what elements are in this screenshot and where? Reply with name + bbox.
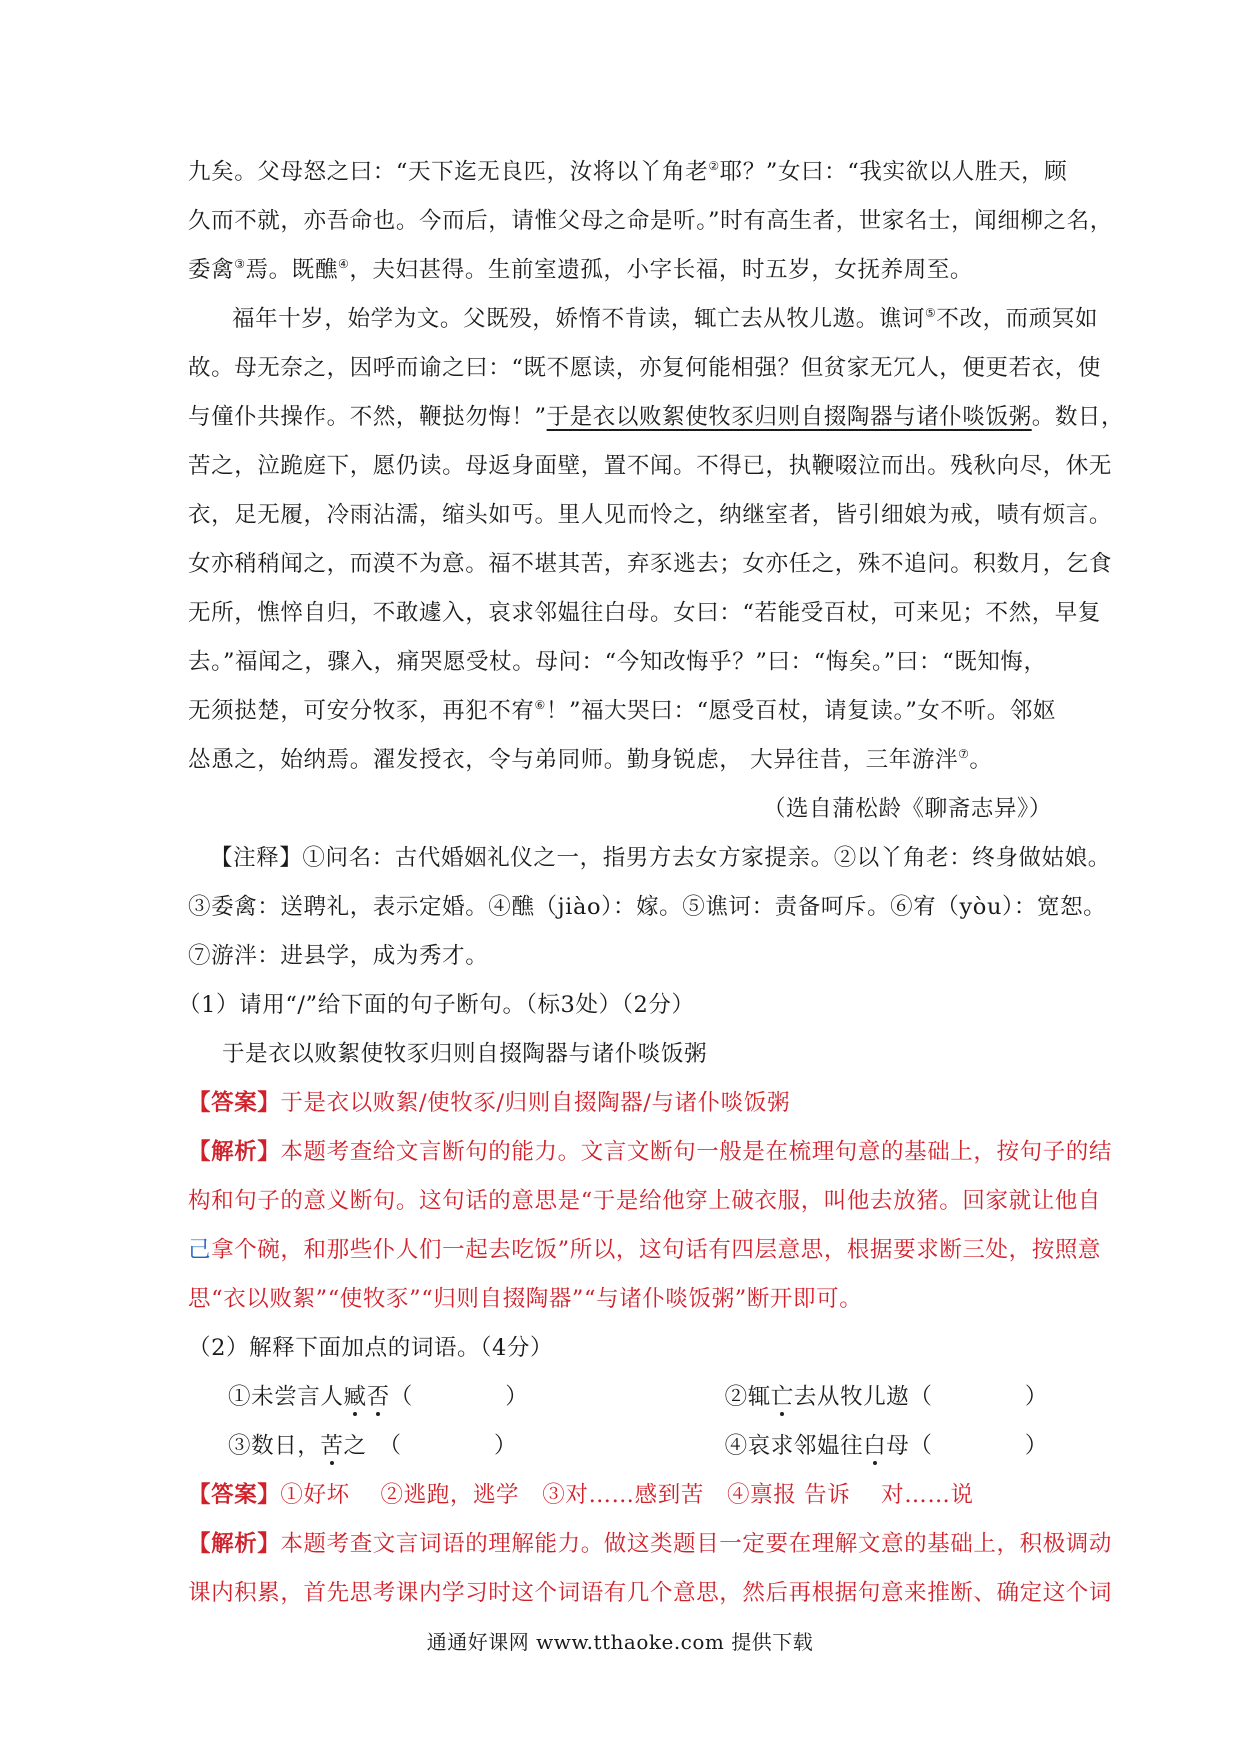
page-footer bbox=[0, 1626, 1240, 1655]
footer-site-name: 通通好课网 bbox=[426, 1630, 530, 1654]
notes-line: ⑦游泮：进县学，成为秀才。 bbox=[188, 943, 489, 969]
passage-line bbox=[188, 393, 1125, 442]
question-2-row bbox=[188, 1422, 1058, 1471]
answer-blank: （ ） bbox=[389, 1384, 529, 1410]
question-1-analysis bbox=[188, 1128, 1113, 1177]
question-1-sentence: 于是衣以败絮使牧豕归则自掇陶器与诸仆啖饭粥 bbox=[222, 1041, 708, 1067]
text-span: ②辄 bbox=[724, 1384, 771, 1410]
text-span: 去从牧儿遨（ ） bbox=[793, 1384, 1048, 1410]
answer-tag: 【答案】 bbox=[188, 1482, 281, 1508]
text-span: ③数日， bbox=[228, 1433, 321, 1459]
question-2-row bbox=[188, 1373, 1058, 1422]
analysis-line bbox=[188, 1226, 1102, 1275]
passage-line bbox=[188, 246, 1058, 295]
analysis-tag: 【解析】 bbox=[188, 1531, 281, 1557]
answer-text: ①好坏 ②逃跑，逃学 ③对……感到苦 ④禀报 告诉 对……说 bbox=[280, 1482, 974, 1508]
passage-line bbox=[188, 736, 1058, 785]
underlined-sentence: 于是衣以败絮使牧豕归则自掇陶器与诸仆啖饭粥 bbox=[546, 404, 1032, 430]
analysis-line: 思“衣以败絮”“使牧豕”“归则自掇陶器”“与诸仆啖饭粥”断开即可。 bbox=[188, 1286, 863, 1312]
question-2-item-4 bbox=[725, 1422, 1048, 1471]
dotted-word: 臧 bbox=[344, 1373, 367, 1422]
text-span: 己 bbox=[188, 1237, 212, 1263]
text-span: 与僮仆共操作。不然，鞭挞勿悔！” bbox=[188, 404, 547, 430]
answer-tag: 【答案】 bbox=[188, 1090, 281, 1116]
footer-suffix: 提供下载 bbox=[731, 1630, 814, 1654]
question-2-answer bbox=[188, 1471, 1058, 1520]
text-span: 不改，而顽冥如 bbox=[936, 306, 1099, 332]
text-span: 耶？”女曰：“我实欲以人胜天，顾 bbox=[719, 159, 1068, 185]
text-span: 委禽 bbox=[188, 257, 235, 283]
text-span: ①未尝言人 bbox=[228, 1384, 344, 1410]
footer-url: www.tthaoke.com bbox=[536, 1630, 725, 1654]
footnote-marker: ④ bbox=[337, 257, 350, 271]
notes-line: ③委禽：送聘礼，表示定婚。④醮（jiào）：嫁。⑤谯诃：责备呵斥。⑥宥（yòu）：宽恕。 bbox=[188, 894, 1107, 920]
question-2-item-2 bbox=[725, 1373, 1048, 1422]
question-2-item-1 bbox=[228, 1373, 528, 1422]
text-span: 母（ ） bbox=[886, 1433, 1048, 1459]
text-span: ，夫妇甚得。生前室遗孤，小字长福，时五岁，女抚养周至。 bbox=[349, 257, 974, 283]
text-span: 拿个碗，和那些仆人们一起去吃饭”所以，这句话有四层意思，根据要求断三处，按照意 bbox=[211, 1237, 1102, 1263]
passage-line bbox=[188, 687, 1058, 736]
text-span: 怂恿之，始纳焉。濯发授衣，令与弟同师。勤身锐虑， 大异往昔，三年游泮 bbox=[188, 747, 959, 773]
question-2-analysis bbox=[188, 1520, 1113, 1569]
answer-text: 于是衣以败絮/使牧豕/归则自掇陶器/与诸仆啖饭粥 bbox=[280, 1090, 791, 1116]
question-1-stem: （1）请用“/”给下面的句子断句。（标3处）（2分） bbox=[178, 992, 695, 1018]
text-span: 九矣。父母怒之曰：“天下迄无良匹，汝将以丫角老 bbox=[188, 159, 709, 185]
text-span: 之 （ ） bbox=[343, 1433, 518, 1459]
document-content bbox=[178, 148, 1125, 1618]
passage-line: 故。母无奈之，因呼而谕之曰：“既不愿读，亦复何能相强？但贫家无冗人，便更若衣，使 bbox=[188, 355, 1102, 381]
text-span: 焉。既醮 bbox=[245, 257, 338, 283]
dotted-word: 否 bbox=[367, 1373, 390, 1422]
footnote-marker: ② bbox=[708, 159, 720, 173]
footnote-marker: ③ bbox=[234, 257, 246, 271]
passage-line: 无所，憔悴自归，不敢遽入，哀求邻媪往白母。女曰：“若能受百杖，可来见；不然，早复 bbox=[188, 600, 1102, 626]
passage-line: 苦之，泣跪庭下，愿仍读。母返身面壁，置不闻。不得已，执鞭啜泣而出。残秋向尽，休无 bbox=[188, 453, 1113, 479]
footnote-marker: ⑥ bbox=[534, 698, 546, 712]
notes-line: 【注释】①问名：古代婚姻礼仪之一，指男方去女方家提亲。②以丫角老：终身做姑娘。 bbox=[210, 845, 1111, 871]
analysis-line: 课内积累，首先思考课内学习时这个词语有几个意思，然后再根据句意来推断、确定这个词 bbox=[188, 1580, 1113, 1606]
text-span: 。 bbox=[969, 747, 993, 773]
passage-line bbox=[188, 295, 1099, 344]
text-span: ④哀求邻媪往 bbox=[724, 1433, 864, 1459]
question-2-item-3 bbox=[228, 1422, 517, 1471]
dotted-word: 白 bbox=[863, 1422, 886, 1471]
question-1-answer bbox=[188, 1079, 1058, 1128]
dotted-word: 亡 bbox=[771, 1373, 794, 1422]
passage-line: 衣，足无履，冷雨沾濡，缩头如丐。里人见而怜之，纳继室者，皆引细娘为戒，啧有烦言。 bbox=[188, 502, 1113, 528]
passage-line bbox=[188, 148, 1068, 197]
text-span: 。数日， bbox=[1031, 404, 1125, 430]
question-2-stem: （2）解释下面加点的词语。（4分） bbox=[188, 1335, 554, 1361]
dotted-word: 苦 bbox=[320, 1422, 343, 1471]
analysis-text: 本题考查给文言断句的能力。文言文断句一般是在梳理句意的基础上，按句子的结 bbox=[280, 1139, 1113, 1165]
analysis-line: 构和句子的意义断句。这句话的意思是“于是给他穿上破衣服，叫他去放猪。回家就让他自 bbox=[188, 1188, 1102, 1214]
footnote-marker: ⑤ bbox=[925, 306, 937, 320]
text-span: 无须挞楚，可安分牧豕，再犯不宥 bbox=[188, 698, 535, 724]
text-span: ！”福大哭曰：“愿受百杖，请复读。”女不听。邻妪 bbox=[545, 698, 1057, 724]
passage-line: 女亦稍稍闻之，而漠不为意。福不堪其苦，弃豕逃去；女亦任之，殊不追问。积数月，乞食 bbox=[188, 551, 1113, 577]
passage-line: 去。”福闻之，骤入，痛哭愿受杖。母问：“今知改悔乎？”曰：“悔矣。”曰：“既知悔， bbox=[188, 649, 1047, 675]
passage-line: 久而不就，亦吾命也。今而后，请惟父母之命是听。”时有高生者，世家名士，闻细柳之名， bbox=[188, 208, 1113, 234]
source-citation: （选自蒲松龄《聊斋志异》） bbox=[762, 796, 1052, 822]
text-span: 福年十岁，始学为文。父既殁，娇惰不肯读，辄亡去从牧儿遨。谯诃 bbox=[232, 306, 926, 332]
footnote-marker: ⑦ bbox=[958, 747, 970, 761]
analysis-tag: 【解析】 bbox=[188, 1139, 281, 1165]
analysis-text: 本题考查文言词语的理解能力。做这类题目一定要在理解文意的基础上，积极调动 bbox=[280, 1531, 1113, 1557]
